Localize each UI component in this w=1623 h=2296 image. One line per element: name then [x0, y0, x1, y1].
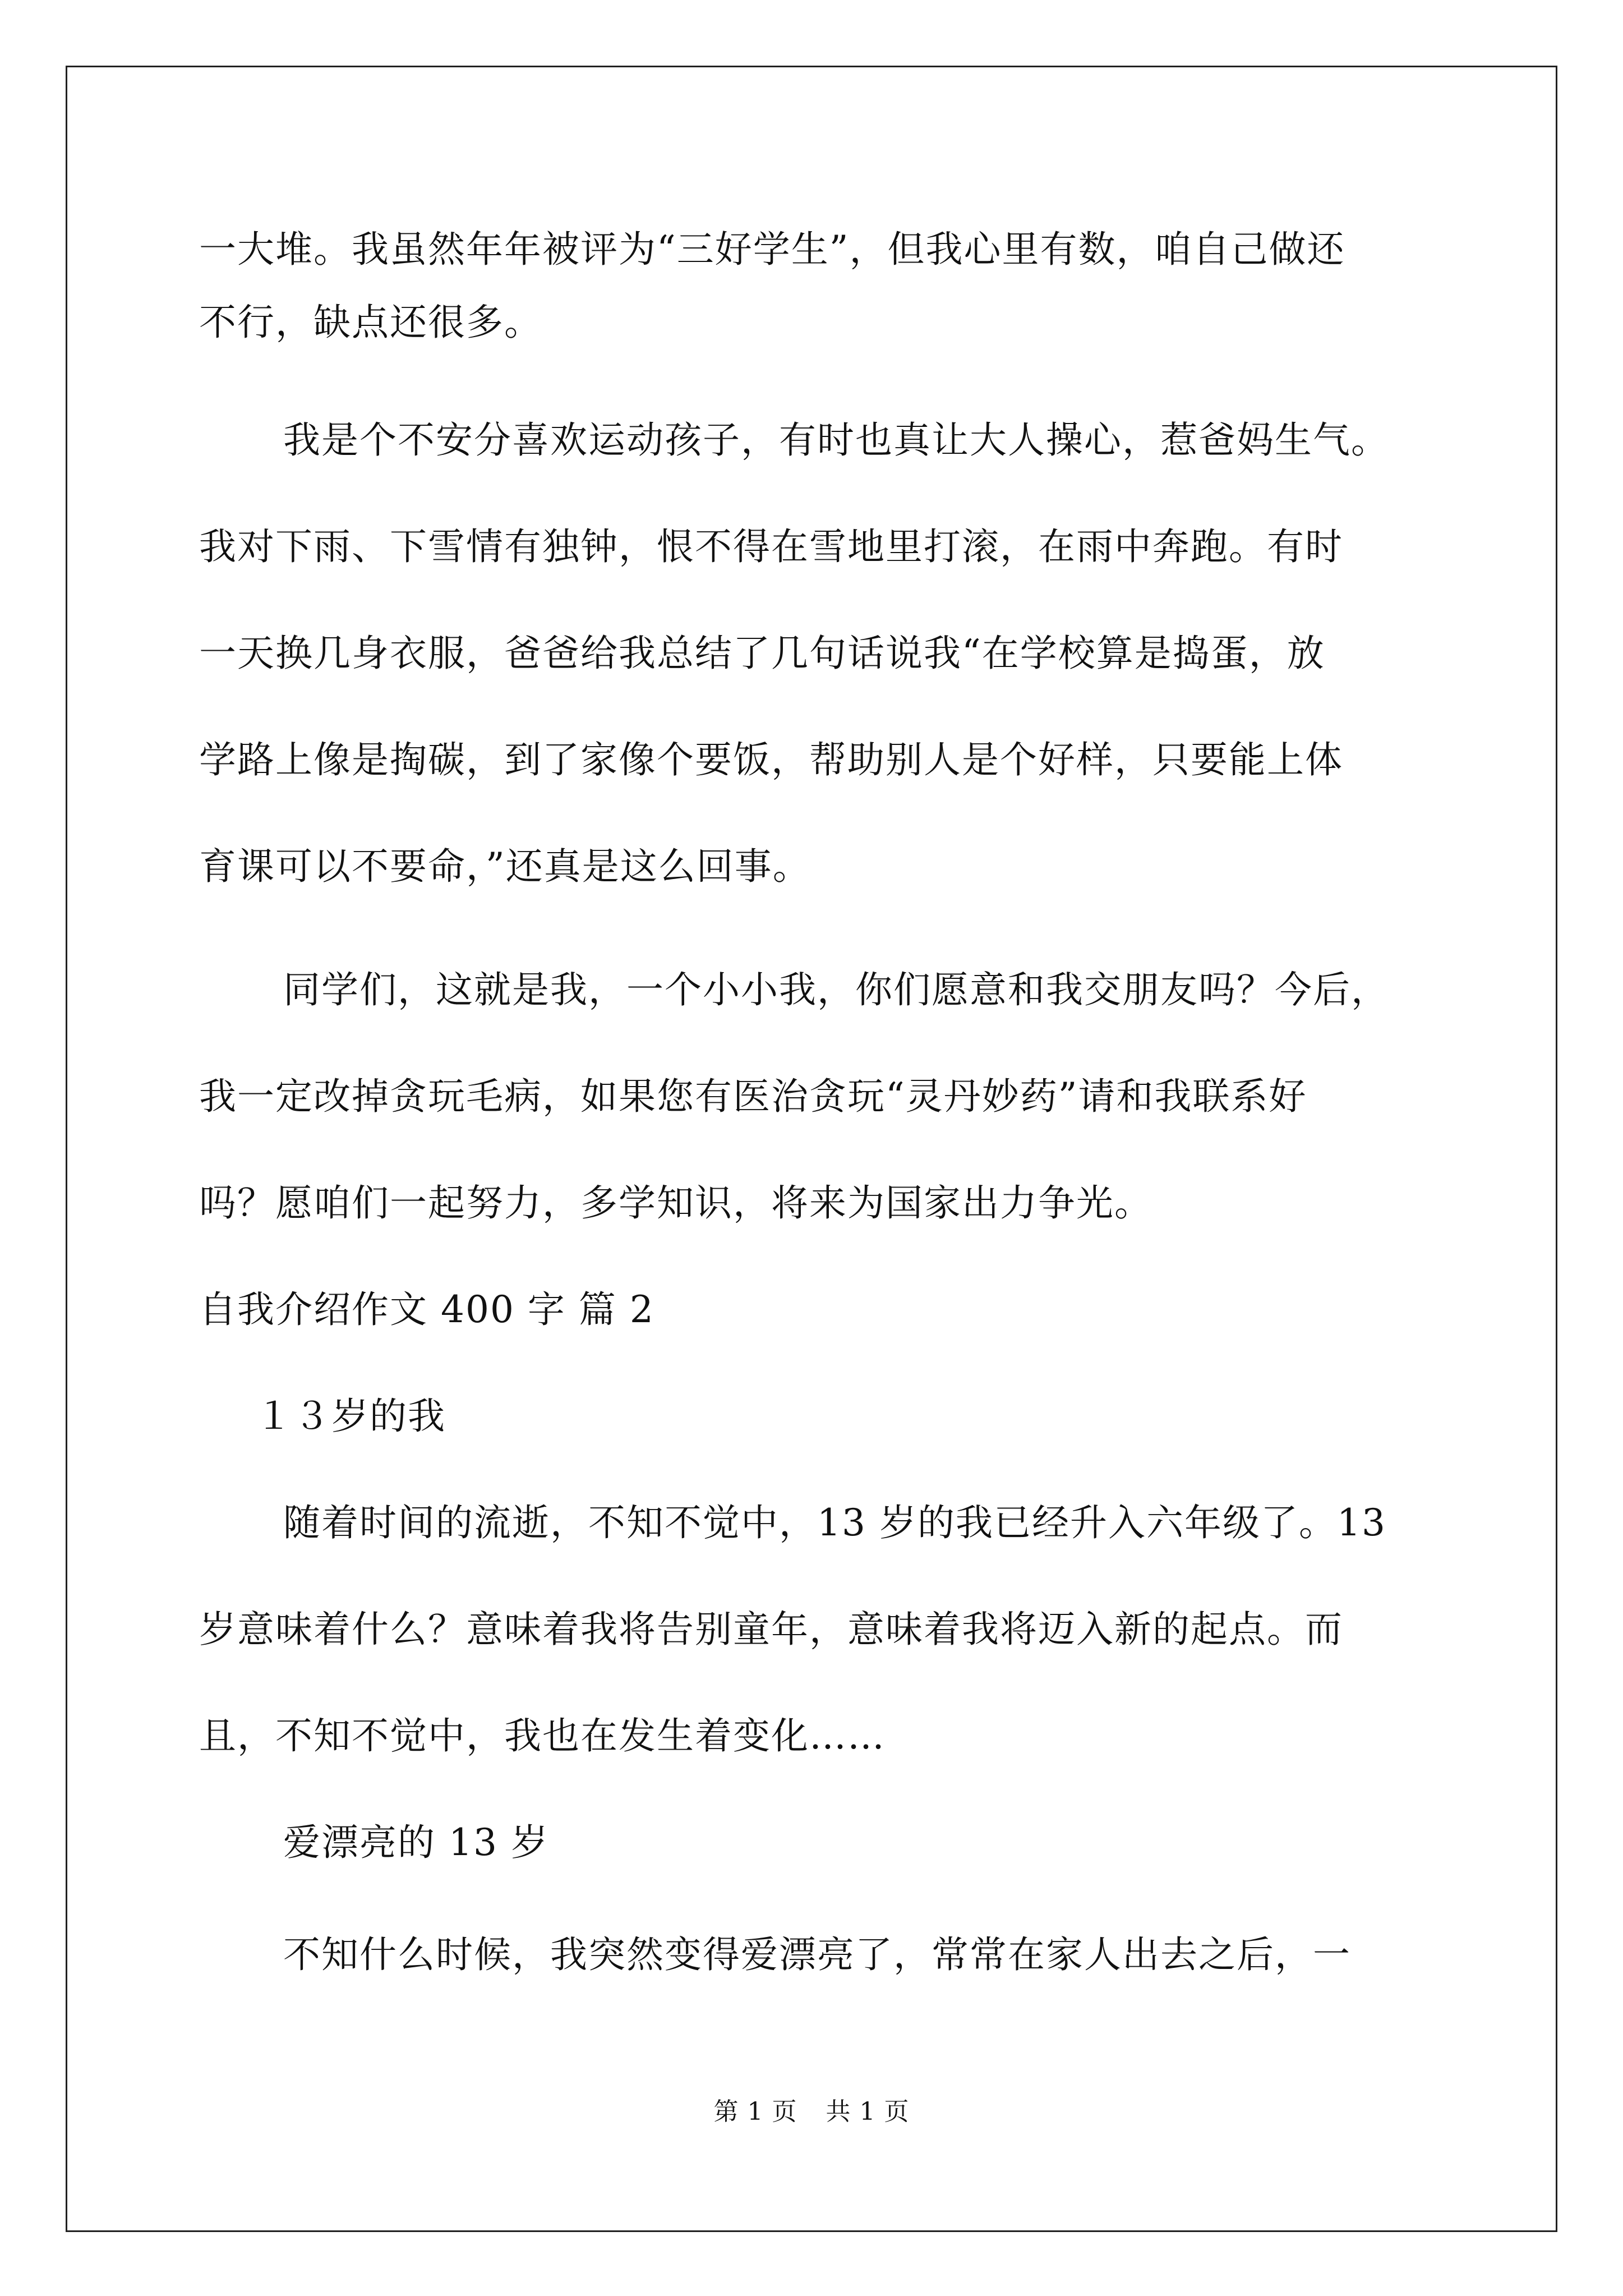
page-number: 第 1 页 — [713, 2097, 797, 2126]
paragraph-start-line: 同学们，这就是我，一个小小我，你们愿意和我交朋友吗？今后， — [283, 968, 1389, 1011]
text-line-1: 一大堆。我虽然年年被评为“三好学生”，但我心里有数，咱自己做还 — [199, 228, 1345, 271]
page-total: 共 1 页 — [826, 2097, 910, 2126]
text-line-9: 我一定改掉贪玩毛病，如果您有医治贪玩“灵丹妙药”请和我联系好 — [199, 1075, 1307, 1118]
subsection-title: 爱漂亮的 13 岁 — [283, 1821, 549, 1864]
text-line-2: 不行，缺点还很多。 — [199, 301, 542, 344]
text-line-4: 我对下雨、下雪情有独钟，恨不得在雪地里打滚，在雨中奔跑。有时 — [199, 525, 1343, 568]
paragraph-start-line: 随着时间的流逝，不知不觉中，13 岁的我已经升入六年级了。13 — [283, 1501, 1386, 1544]
text-line-10: 吗？愿咱们一起努力，多学知识，将来为国家出力争光。 — [199, 1181, 1152, 1225]
paragraph-start-line: 不知什么时候，我突然变得爱漂亮了，常常在家人出去之后，一 — [283, 1933, 1351, 1976]
page-footer — [0, 2095, 1623, 2129]
page-border — [66, 66, 1557, 2232]
text-line-6: 学路上像是掏碳，到了家像个要饭，帮助别人是个好样，只要能上体 — [199, 738, 1343, 781]
paragraph-start-line: 我是个不安分喜欢运动孩子，有时也真让大人操心，惹爸妈生气。 — [283, 418, 1389, 462]
section-heading: 自我介绍作文 400 字 篇 2 — [199, 1288, 654, 1331]
essay-title: １３岁的我 — [255, 1395, 446, 1438]
text-line-7: 育课可以不要命，”还真是这么回事。 — [199, 845, 811, 888]
text-line-15: 且，不知不觉中，我也在发生着变化…… — [199, 1714, 886, 1757]
text-line-14: 岁意味着什么？意味着我将告别童年，意味着我将迈入新的起点。而 — [199, 1608, 1343, 1651]
text-line-5: 一天换几身衣服，爸爸给我总结了几句话说我“在学校算是捣蛋，放 — [199, 632, 1325, 675]
